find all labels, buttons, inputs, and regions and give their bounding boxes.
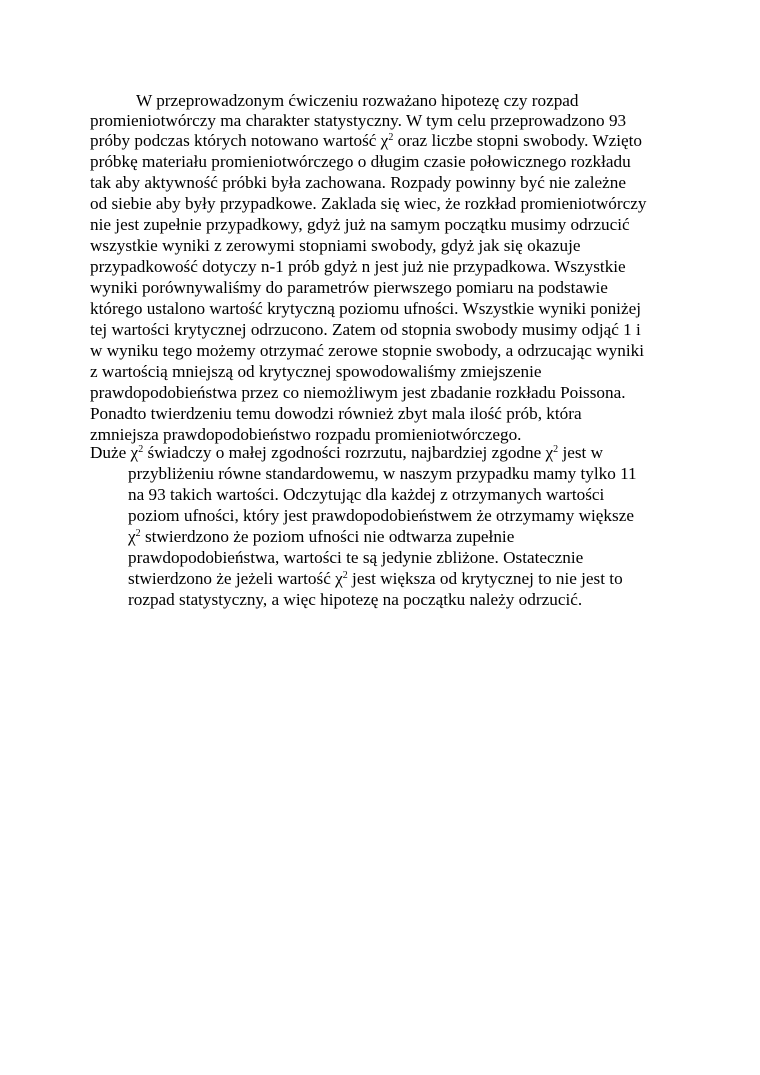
text-segment: tej wartości krytycznej odrzucono. Zatem od stopnia swobody musimy odjąć 1 i: [90, 320, 641, 339]
text-segment: przybliżeniu równe standardowemu, w naszym przypadku mamy tylko 11: [128, 464, 637, 483]
text-segment: poziom ufności, który jest prawdopodobieństwem że otrzymamy większe: [128, 506, 634, 525]
text-segment: promieniotwórczy ma charakter statystyczny. W tym celu przeprowadzono 93: [90, 111, 627, 130]
paragraph1-line-7: [90, 215, 630, 235]
superscript-two: 2: [342, 570, 348, 581]
paragraph1-line-13: [90, 341, 644, 361]
superscript-two: 2: [135, 528, 141, 539]
text-segment: z wartością mniejszą od krytycznej spowodowaliśmy zmiejszenie: [90, 362, 542, 381]
paragraph1-line-6: [90, 194, 646, 214]
text-segment: Ponadto twierdzeniu temu dowodzi również zbyt mala ilość prób, która: [90, 404, 582, 423]
paragraph1-line-8: [90, 236, 581, 256]
paragraph1-line-9: [90, 257, 626, 277]
paragraph1-line-4: [90, 152, 631, 172]
text-segment: Duże χ: [90, 443, 139, 462]
text-segment: zmniejsza prawdopodobieństwo rozpadu promieniotwórczego.: [90, 425, 522, 444]
text-segment: stwierdzono że poziom ufności nie odtwarza zupełnie: [144, 527, 515, 546]
text-segment: którego ustalono wartość krytyczną poziomu ufności. Wszystkie wyniki poniżej: [90, 299, 641, 318]
paragraph1-line-11: [90, 299, 641, 319]
paragraph1-line-10: [90, 278, 608, 298]
text-segment: oraz liczbe stopni swobody. Wzięto: [397, 131, 642, 150]
paragraph2-line-2: [128, 464, 637, 484]
text-segment: nie jest zupełnie przypadkowy, gdyż już na samym początku musimy odrzucić: [90, 215, 630, 234]
text-segment: jest w: [562, 443, 604, 462]
superscript-two: 2: [138, 444, 144, 455]
paragraph1-line-14: [90, 362, 542, 382]
text-segment: próby podczas których notowano wartość χ: [90, 131, 389, 150]
paragraph1-line-12: [90, 320, 641, 340]
superscript-two: 2: [553, 444, 559, 455]
text-segment: tak aby aktywność próbki była zachowana. Rozpady powinny być nie zależne: [90, 173, 626, 192]
text-segment: χ: [128, 527, 136, 546]
paragraph2-line-6: [128, 548, 583, 568]
text-segment: od siebie aby były przypadkowe. Zaklada się wiec, że rozkład promieniotwórczy: [90, 194, 647, 213]
text-segment: w wyniku tego możemy otrzymać zerowe stopnie swobody, a odrzucając wyniki: [90, 341, 644, 360]
text-segment: próbkę materiału promieniotwórczego o długim czasie połowicznego rozkładu: [90, 152, 631, 171]
paragraph1-line-17: [90, 425, 521, 445]
superscript-two: 2: [388, 132, 394, 143]
paragraph2-line-8: [128, 590, 582, 610]
text-segment: świadczy o małej zgodności rozrzutu, najbardziej zgodne χ: [147, 443, 554, 462]
text-segment: W przeprowadzonym ćwiczeniu rozważano hipotezę czy rozpad: [136, 91, 579, 110]
text-segment: przypadkowość dotyczy n-1 prób gdyż n jest już nie przypadkowa. Wszystkie: [90, 257, 626, 276]
paragraph2-line-4: [128, 506, 634, 526]
paragraph1-line-2: [90, 111, 626, 131]
paragraph2-line-3: [128, 485, 604, 505]
paragraph1-line-1: [136, 91, 579, 111]
paragraph2-line-1: [90, 443, 603, 463]
text-segment: wyniki porównywaliśmy do parametrów pierwszego pomiaru na podstawie: [90, 278, 608, 297]
text-segment: na 93 takich wartości. Odczytując dla każdej z otrzymanych wartości: [128, 485, 605, 504]
text-segment: rozpad statystyczny, a więc hipotezę na początku należy odrzucić.: [128, 590, 583, 609]
paragraph1-line-3: [90, 131, 642, 151]
paragraph2-line-5: [128, 527, 514, 547]
text-segment: jest większa od krytycznej to nie jest to: [352, 569, 623, 588]
paragraph1-line-15: [90, 383, 626, 403]
paragraph2-line-7: [128, 569, 623, 589]
text-segment: prawdopodobieństwa, wartości te są jedynie zbliżone. Ostatecznie: [128, 548, 584, 567]
text-segment: stwierdzono że jeżeli wartość χ: [128, 569, 343, 588]
text-segment: prawdopodobieństwa przez co niemożliwym jest zbadanie rozkładu Poissona.: [90, 383, 626, 402]
text-segment: wszystkie wyniki z zerowymi stopniami swobody, gdyż jak się okazuje: [90, 236, 581, 255]
paragraph1-line-5: [90, 173, 626, 193]
paragraph1-line-16: [90, 404, 582, 424]
